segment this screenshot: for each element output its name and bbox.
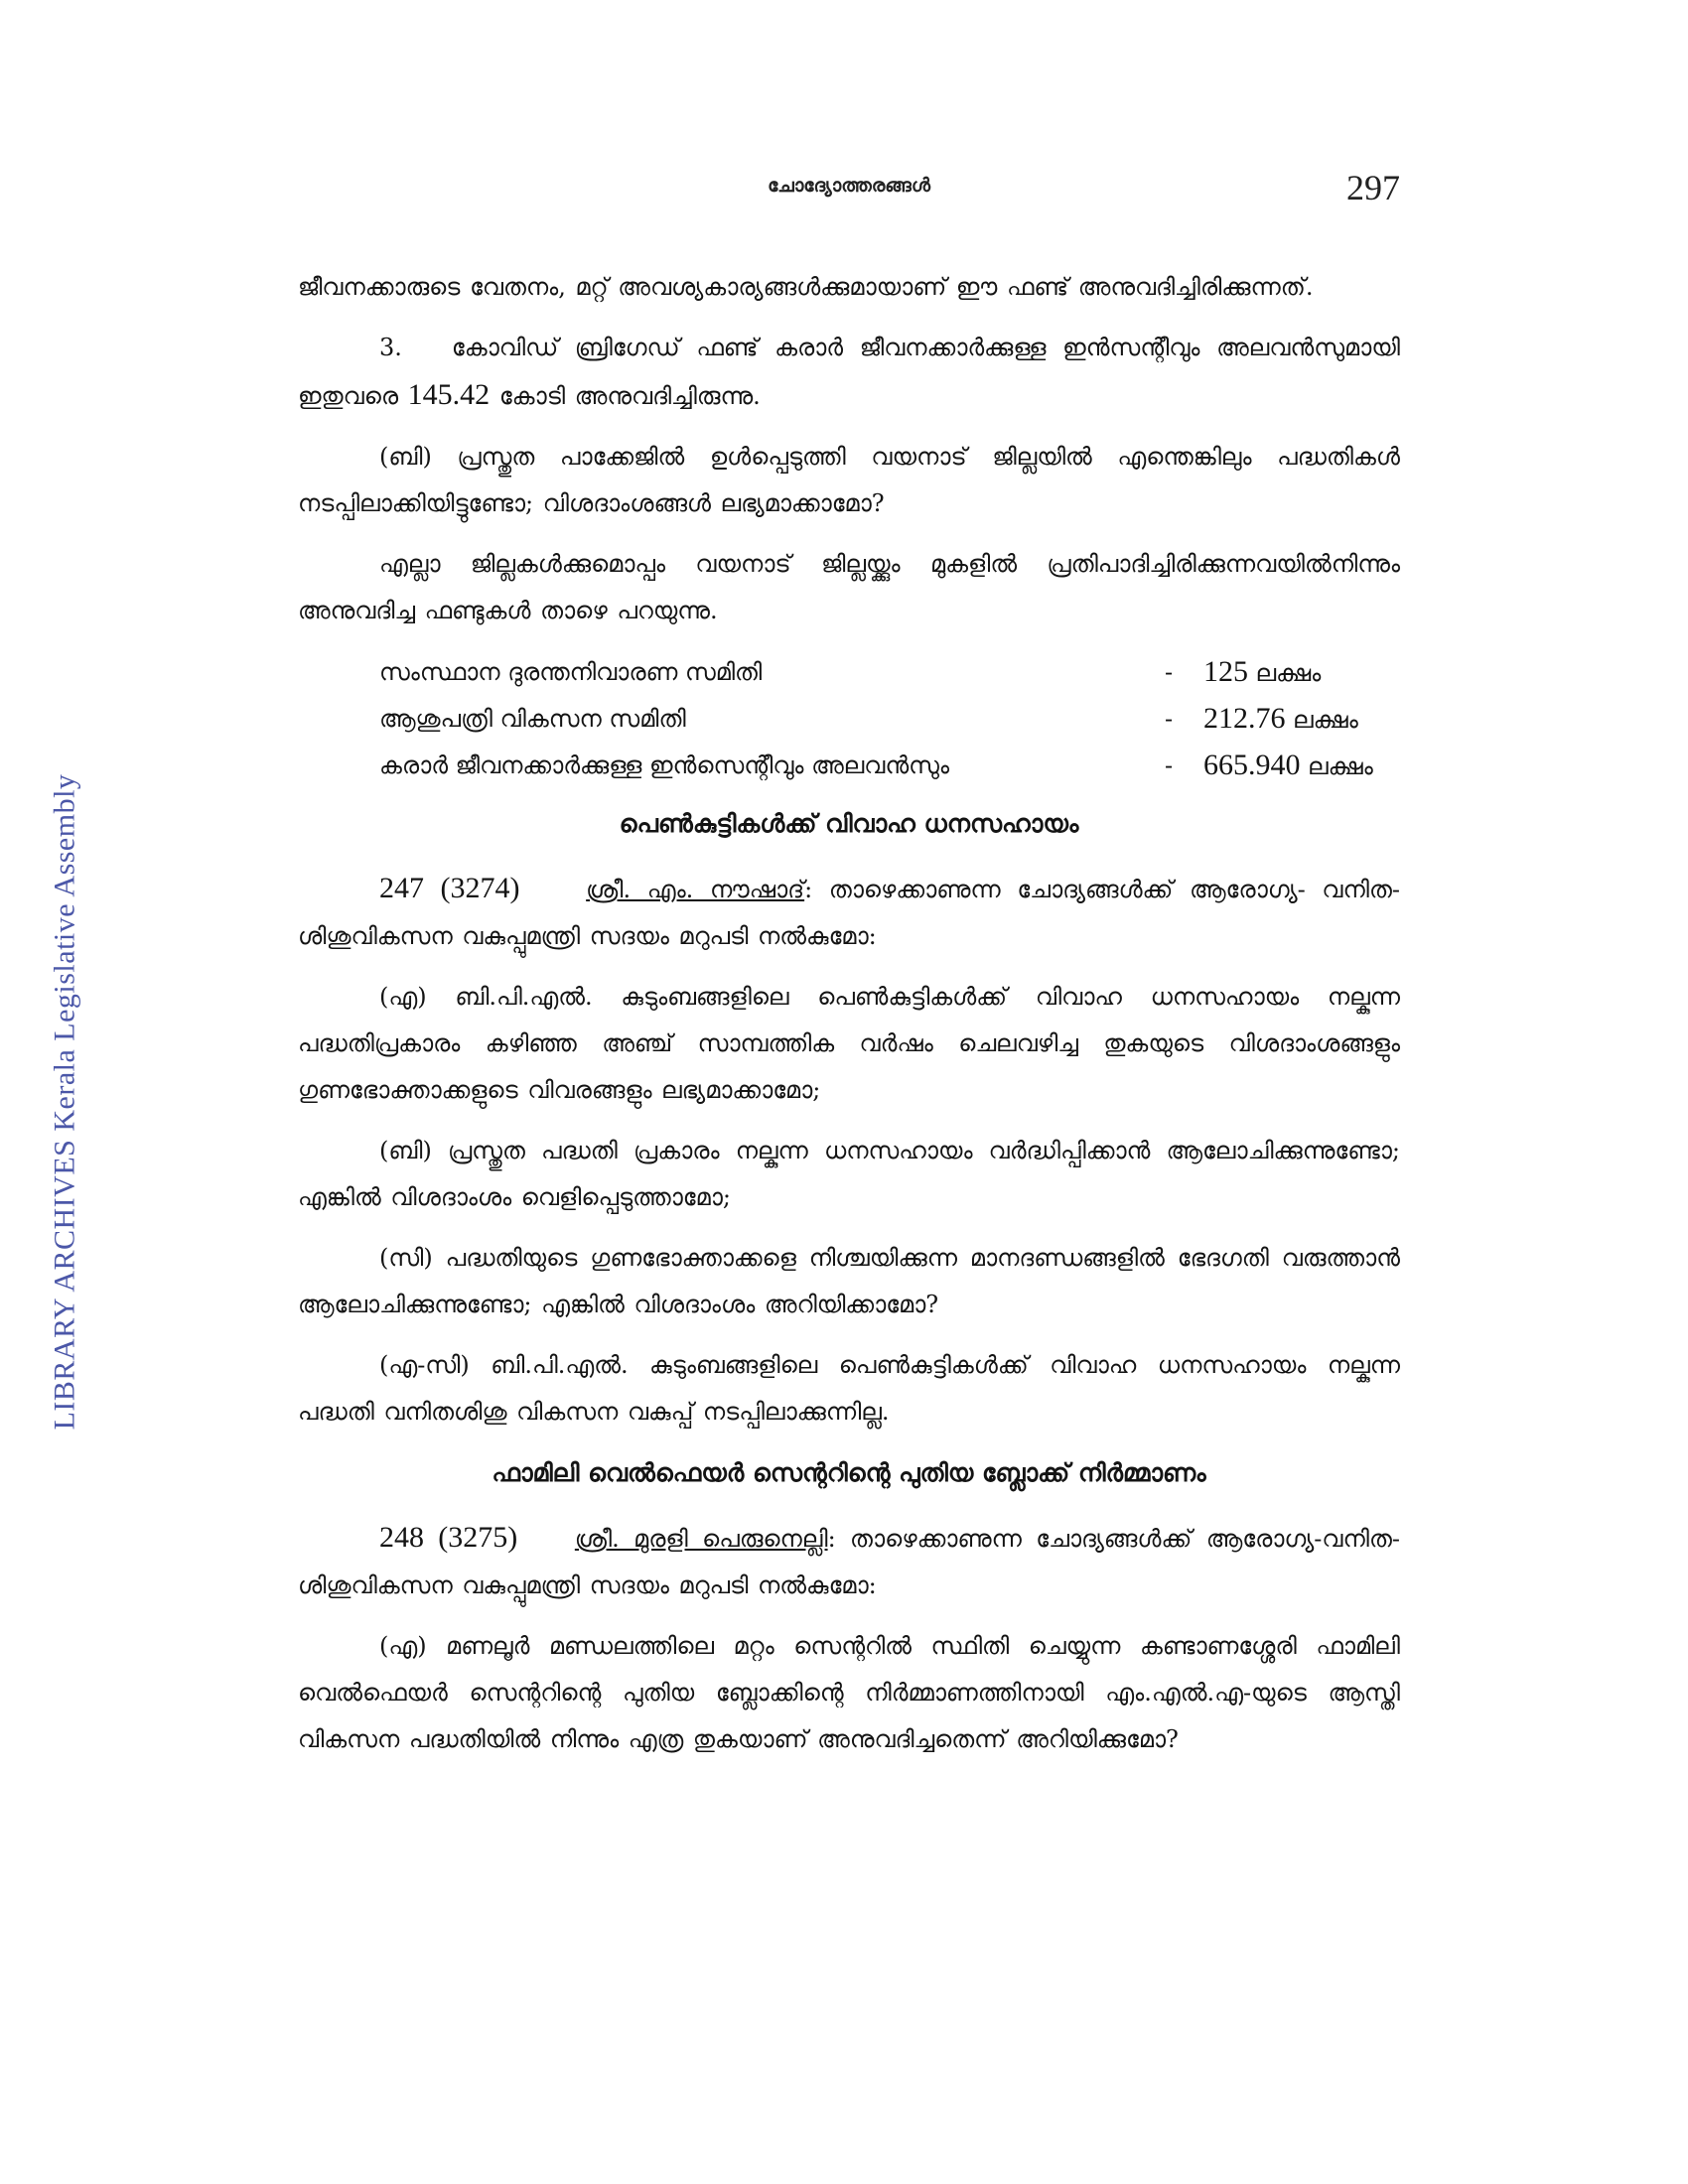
answer-text-before: കോവിഡ് ബ്രിഗേഡ് ഫണ്ട് കരാർ ജീവനക്കാർക്കുള്ള ഇൻസന്റീവും അലവൻസുമായി ഇതുവരെ [298,334,1401,410]
fund-amount-cell [1203,648,1400,695]
question-number: 248 (3275) [379,1521,518,1554]
fund-amount: 665.940 [1203,748,1301,781]
fund-dash: - [1164,657,1174,686]
page-header [298,167,1400,216]
fund-allocation-table [298,648,1400,788]
answer-text-after: കോടി അനുവദിച്ചിരുന്നു. [498,382,761,410]
fund-label: ആശുപത്രി വികസന സമിതി [379,704,686,733]
member-name: ശ്രീ. മുരളി പെരുനെല്ലി [574,1525,828,1553]
fund-amount-cell [1203,742,1400,788]
question-248-intro [298,1514,1400,1609]
fund-amount-cell [1203,695,1400,742]
question-248-a: (എ) മണലൂർ മണ്ഡലത്തിലെ മറ്റം സെന്ററിൽ സ്ഥിതി ചെയ്യുന്ന കണ്ടാണശ്ശേരി ഫാമിലി വെൽഫെയർ സെന്ററിന്റെ പുതിയ ബ്ലോക്കിന്റെ നിർമ്മാണത്തിനായി എം.എൽ.എ-യുടെ ആസ്തി വികസന പദ്ധതിയിൽ നിന്നും എത്ര തുകയാണ് അനുവദിച്ചതെന്ന് അറിയിക്കുമോ? [298,1632,1400,1753]
fund-amount: 125 [1203,654,1248,688]
question-b-wayanad: (ബി) പ്രസ്തുത പാക്കേജിൽ ഉൾപ്പെടുത്തി വയനാട് ജില്ലയിൽ എന്തെങ്കിലും പദ്ധതികൾ നടപ്പിലാക്കിയിട്ടുണ്ടോ; വിശദാംശങ്ങൾ ലഭ്യമാക്കാമോ? [298,443,1400,517]
question-number: 247 (3274) [379,872,520,904]
fund-dash: - [1164,704,1174,733]
answer-wayanad-funds-intro: എല്ലാ ജില്ലകൾക്കുമൊപ്പം വയനാട് ജില്ലയ്ക്കും മുകളിൽ പ്രതിപാദിച്ചിരിക്കുന്നവയിൽനിന്നും അനുവദിച്ച ഫണ്ടുകൾ താഴെ പറയുന്നു. [298,550,1400,624]
paragraph-covid-brigade-fund [298,325,1400,420]
question-247-intro [298,865,1400,960]
fund-row [298,742,1400,788]
section-heading-family-welfare-block: ഫാമിലി വെൽഫെയർ സെന്ററിന്റെ പുതിയ ബ്ലോക്ക് നിർമ്മാണം [492,1458,1206,1487]
fund-unit: ലക്ഷം [1255,658,1322,687]
answer-amount: 145.42 [407,378,491,411]
library-archives-watermark [40,745,89,1459]
fund-dash: - [1164,751,1174,779]
answer-number: 3. [379,334,402,361]
running-title: ചോദ്യോത്തരങ്ങൾ [768,175,930,197]
section-heading-marriage-assistance: പെൺകുട്ടികൾക്ക് വിവാഹ ധനസഹായം [619,809,1079,838]
fund-unit: ലക്ഷം [1293,705,1358,734]
watermark-text: LIBRARY ARCHIVES Kerala Legislative Assembly [48,773,80,1431]
fund-row [298,695,1400,742]
question-intro-text: : താഴെക്കാണുന്ന ചോദ്യങ്ങൾക്ക് ആരോഗ്യ-വനിത-ശിശുവികസന വകുപ്പുമന്ത്രി സദയം മറുപടി നൽകുമോ: [298,1525,1401,1599]
fund-label: കരാർ ജീവനക്കാർക്കുള്ള ഇൻസെന്റീവും അലവൻസും [379,751,949,779]
answer-247: (എ-സി) ബി.പി.എൽ. കുടുംബങ്ങളിലെ പെൺകുട്ടികൾക്ക് വിവാഹ ധനസഹായം നല്കുന്ന പദ്ധതി വനിതശിശു വികസന വകുപ്പ് നടപ്പിലാക്കുന്നില്ല. [298,1351,1400,1426]
fund-unit: ലക്ഷം [1308,751,1373,780]
question-247-a: (എ) ബി.പി.എൽ. കുടുംബങ്ങളിലെ പെൺകുട്ടികൾക്ക് വിവാഹ ധനസഹായം നല്കുന്ന പദ്ധതിപ്രകാരം കഴിഞ്ഞ അഞ്ച് സാമ്പത്തിക വർഷം ചെലവഴിച്ച തുകയുടെ വിശദാംശങ്ങളും ഗുണഭോക്താക്കളുടെ വിവരങ്ങളും ലഭ്യമാക്കാമോ; [298,983,1400,1104]
fund-label: സംസ്ഥാന ദുരന്തനിവാരണ സമിതി [379,657,763,686]
member-name: ശ്രീ. എം. നൗഷാദ് [586,876,805,903]
question-intro-text: : താഴെക്കാണുന്ന ചോദ്യങ്ങൾക്ക് ആരോഗ്യ- വനിത-ശിശുവികസന വകുപ്പുമന്ത്രി സദയം മറുപടി നൽകുമോ: [298,876,1400,950]
page-body [298,264,1400,1777]
page-number: 297 [1346,168,1400,207]
fund-amount: 212.76 [1203,701,1286,735]
paragraph-fund-purpose: ജീവനക്കാരുടെ വേതനം, മറ്റ് അവശ്യകാര്യങ്ങൾക്കുമായാണ് ഈ ഫണ്ട് അനുവദിച്ചിരിക്കുന്നത്. [298,273,1314,301]
fund-row [298,648,1400,695]
question-247-b: (ബി) പ്രസ്തുത പദ്ധതി പ്രകാരം നല്കുന്ന ധനസഹായം വർദ്ധിപ്പിക്കാൻ ആലോചിക്കുന്നുണ്ടോ; എങ്കിൽ വിശദാംശം വെളിപ്പെടുത്താമോ; [298,1137,1400,1211]
question-247-c: (സി) പദ്ധതിയുടെ ഗുണഭോക്താക്കളെ നിശ്ചയിക്കുന്ന മാനദണ്ഡങ്ങളിൽ ഭേദഗതി വരുത്താൻ ആലോചിക്കുന്നുണ്ടോ; എങ്കിൽ വിശദാംശം അറിയിക്കാമോ? [298,1244,1400,1318]
